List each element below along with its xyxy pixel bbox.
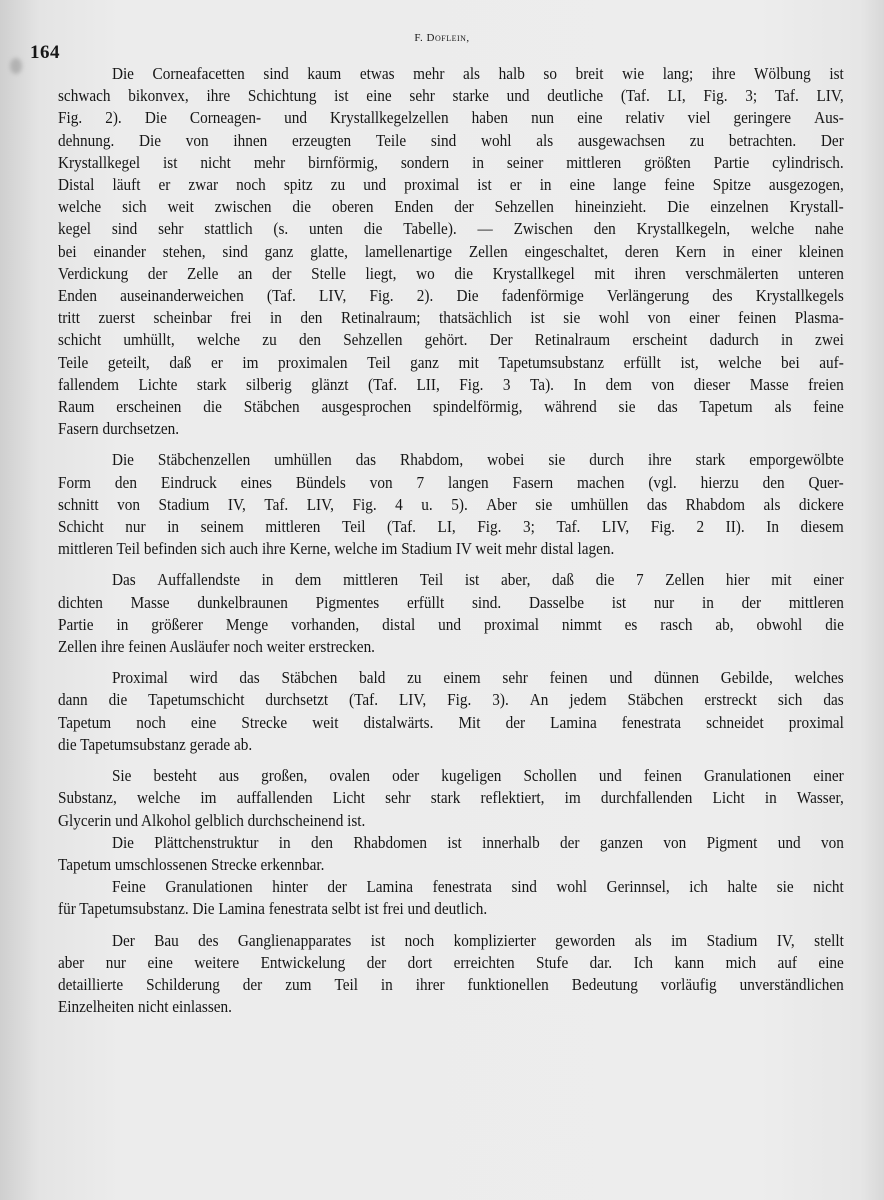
text-line: dehnung. Die von ihnen erzeugten Teile sind wohl als ausgewachsen zu betrachten. Der (58, 130, 844, 150)
text-line: Tapetum noch eine Strecke weit distalwärts. Mit der Lamina fenestrata schneidet proximal (58, 712, 844, 732)
text-line: tritt zuerst scheinbar frei in den Retinalraum; thatsächlich ist sie wohl von einer feinen Plasma- (58, 308, 844, 328)
paragraph-2 (58, 449, 844, 560)
text-line: für Tapetumsubstanz. Die Lamina fenestrata selbt ist frei und deutlich. (58, 899, 488, 919)
text-line: Schicht nur in seinem mittleren Teil (Taf. LI, Fig. 3; Taf. LIV, Fig. 2 II). In diesem (58, 517, 844, 537)
text-line: Der Bau des Ganglienapparates ist noch komplizierter geworden als im Stadium IV, stellt (111, 930, 844, 950)
text-line: welche sich weit zwischen die oberen Enden der Sehzellen hineinzieht. Die einzelnen Krystall- (58, 197, 844, 217)
text-line: Einzelheiten nicht einlassen. (58, 997, 232, 1017)
text-line: schicht umhüllt, welche zu den Sehzellen gehört. Der Retinalraum erscheint dadurch in zwei (58, 330, 844, 350)
paragraph-3 (58, 569, 844, 658)
text-line: Distal läuft er zwar noch spitz zu und proximal ist er in eine lange feine Spitze ausgezogen, (58, 175, 844, 195)
text-line: Substanz, welche im auffallenden Licht sehr stark reflektiert, im durchfallenden Licht in Wasser, (58, 788, 844, 808)
text-line: die Tapetumsubstanz gerade ab. (58, 734, 253, 754)
text-line: Die Stäbchenzellen umhüllen das Rhabdom, wobei sie durch ihre stark emporgewölbte (111, 450, 844, 470)
text-line: Teile geteilt, daß er im proximalen Teil ganz mit Tapetumsubstanz erfüllt ist, welche bei auf- (58, 352, 844, 372)
body-text (58, 63, 844, 1018)
text-line: Proximal wird das Stäbchen bald zu einem sehr feinen und dünnen Gebilde, welches (111, 668, 844, 688)
paragraph-5 (58, 765, 844, 832)
text-line: schnitt von Stadium IV, Taf. LIV, Fig. 4 u. 5). Aber sie umhüllen das Rhabdom als dickere (58, 494, 844, 514)
text-line: dann die Tapetumschicht durchsetzt (Taf. LIV, Fig. 3). An jedem Stäbchen erstreckt sich das (58, 690, 844, 710)
page-number: 164 (30, 42, 60, 63)
text-line: Tapetum umschlossenen Strecke erkennbar. (58, 854, 325, 874)
paragraph-1 (58, 63, 844, 440)
text-line: kegel sind sehr stattlich (s. unten die Tabelle). — Zwischen den Krystallkegeln, welche nahe (58, 219, 844, 239)
paper-stain (10, 58, 22, 74)
text-line: fallendem Lichte stark silberig glänzt (Taf. LII, Fig. 3 Ta). In dem von dieser Masse freien (58, 374, 844, 394)
text-line: Raum erscheinen die Stäbchen ausgesprochen spindelförmig, während sie das Tapetum als feine (58, 397, 844, 417)
text-line: mittleren Teil befinden sich auch ihre Kerne, welche im Stadium IV weit mehr distal lagen. (58, 539, 615, 559)
text-line: detaillierte Schilderung der zum Teil in ihrer funktionellen Bedeutung vorläufig unverständlichen (58, 974, 844, 994)
text-line: Feine Granulationen hinter der Lamina fenestrata sind wohl Gerinnsel, ich halte sie nicht (111, 877, 844, 897)
text-line: Die Plättchenstruktur in den Rhabdomen ist innerhalb der ganzen von Pigment und von (111, 832, 844, 852)
text-line: dichten Masse dunkelbraunen Pigmentes erfüllt sind. Dasselbe ist nur in der mittleren (58, 592, 844, 612)
text-line: bei einander stehen, sind ganz glatte, lamellenartige Zellen eingeschaltet, deren Kern in einer kleinen (58, 241, 844, 261)
text-line: Enden auseinanderweichen (Taf. LIV, Fig. 2). Die fadenförmige Verlängerung des Krystallkegels (58, 286, 844, 306)
paragraph-7 (58, 876, 844, 920)
text-line: Verdickung der Zelle an der Stelle liegt, wo die Krystallkegel mit ihren verschmälerten unteren (58, 263, 844, 283)
text-line: Die Corneafacetten sind kaum etwas mehr als halb so breit wie lang; ihre Wölbung ist (111, 64, 844, 83)
text-line: Fig. 2). Die Corneagen- und Krystallkegelzellen haben nun eine relativ viel geringere Aus- (58, 108, 844, 128)
text-line: Fasern durchsetzen. (58, 419, 180, 439)
text-line: Zellen ihre feinen Ausläufer noch weiter erstrecken. (58, 637, 375, 657)
text-line: schwach bikonvex, ihre Schichtung ist eine sehr starke und deutliche (Taf. LI, Fig. 3; Taf. LIV, (58, 86, 844, 106)
paragraph-4 (58, 667, 844, 756)
text-line: aber nur eine weitere Entwickelung der dort erreichten Stufe dar. Ich kann mich auf eine (58, 952, 844, 972)
text-line: Glycerin und Alkohol gelblich durchscheinend ist. (58, 810, 366, 830)
running-head: F. Doflein, (414, 32, 470, 44)
paragraph-8 (58, 930, 844, 1019)
paragraph-6 (58, 832, 844, 876)
text-line: Partie in größerer Menge vorhanden, distal und proximal nimmt es rasch ab, obwohl die (58, 614, 844, 634)
text-line: Form den Eindruck eines Bündels von 7 langen Fasern machen (vgl. hierzu den Quer- (58, 472, 844, 492)
text-line: Krystallkegel ist nicht mehr birnförmig, sondern in seiner mittleren größten Partie cylindrisch. (58, 152, 844, 172)
text-line: Sie besteht aus großen, ovalen oder kugeligen Schollen und feinen Granulationen einer (111, 766, 844, 786)
text-line: Das Auffallendste in dem mittleren Teil ist aber, daß die 7 Zellen hier mit einer (111, 570, 844, 590)
